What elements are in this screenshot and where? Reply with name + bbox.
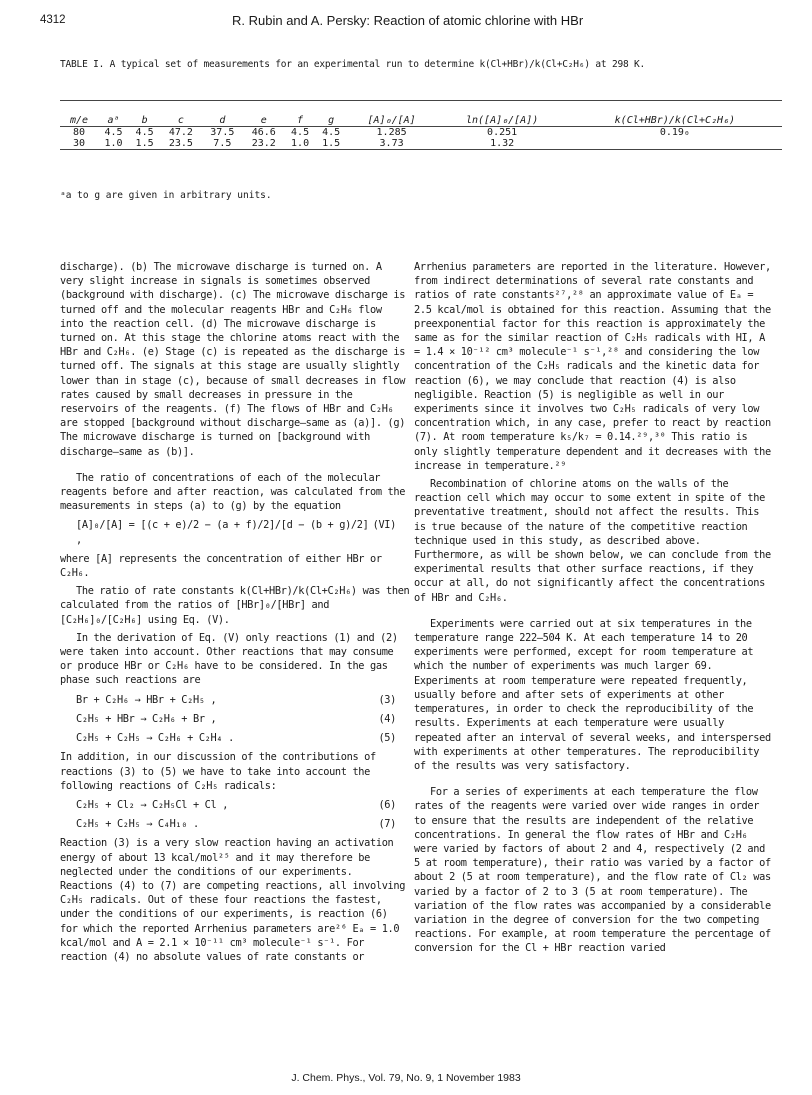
equation-text: C₂H₅ + Cl₂ → C₂H₅Cl + Cl , bbox=[76, 798, 229, 811]
measurement-table bbox=[60, 100, 782, 150]
paragraph: For a series of experiments at each temperature the flow rates of the reagents were varied over wide ranges in order to ensure that the results are independent of the relative concentrations. In general the flow rates of HBr and C₂H₆ were varied by factors of about 2 and 4, respectively (2 and 5 at room temperature), their ratio was varied by a factor of about 2 (5 at room temperature), and the flow rate of Cl₂ was varied by a factor of 2 to 3 (5 at room temperature). The variation of the flow rates was accompanied by a considerable variation in the degree of conversion for the two competing reactions. For example, at room temperature the percentage of conversion for the Cl + HBr reaction varied bbox=[414, 786, 771, 955]
equation-number: (7) bbox=[378, 818, 396, 831]
table-cell: 3.73 bbox=[347, 138, 437, 150]
left-column bbox=[60, 260, 410, 968]
table-cell: 1.285 bbox=[376, 127, 407, 138]
table-cell: 1.0 bbox=[285, 138, 316, 150]
table-cell: 0.251 bbox=[487, 127, 518, 138]
table-cell: 7.5 bbox=[202, 138, 243, 150]
table-cell: 4.5 bbox=[322, 127, 341, 138]
table-caption: TABLE I. A typical set of measurements for an experimental run to determine k(Cl+HBr)/k(Cl+C₂H₆) at 298 K. bbox=[60, 59, 646, 70]
table-cell: 0.19₀ bbox=[659, 127, 690, 138]
equation-5 bbox=[60, 731, 410, 745]
paragraph: where [A] represents the concentration of either HBr or C₂H₆. bbox=[60, 552, 382, 580]
paragraph: Arrhenius parameters are reported in the literature. However, from indirect determinations of several rate constants and ratios of rate constants²⁷,²⁸ an approximate value of Eₐ = 2.5 kcal/mol is obtained for this reaction. Assuming that the preexponential factor for this reaction is approximately the same as for the similar reaction of C₂H₅ radicals with HI, A = 1.4 × 10⁻¹² cm³ molecule⁻¹ s⁻¹,²⁸ and considering the low concentration of the C₂H₅ radicals and the kinetic data for reaction (6), we may conclude that reaction (4) is also negligible. Reaction (5) is negligible as well in our experiments since it involves two C₂H₅ radicals of very low concentration which, in any case, prefer to react by reaction (7). At room temperature k₅/k₇ = 0.14.²⁹,³⁰ This ratio is only slightly temperature dependent and it decreases with the increase in temperature.²⁹ bbox=[414, 261, 771, 472]
col-header: d bbox=[202, 105, 243, 127]
table-cell: 47.2 bbox=[168, 127, 193, 138]
equation-7 bbox=[60, 817, 410, 831]
page-number: 4312 bbox=[40, 14, 66, 26]
col-header: m/e bbox=[60, 105, 98, 127]
equation-text: [A]₀/[A] = [(c + e)/2 − (a + f)/2]/[d − (b + g)/2] , bbox=[76, 519, 369, 546]
table-header-row bbox=[60, 105, 782, 127]
table-cell bbox=[568, 138, 782, 150]
table-row bbox=[60, 138, 782, 150]
equation-text: C₂H₅ + C₂H₅ → C₂H₆ + C₂H₄ . bbox=[76, 732, 234, 745]
table-cell: 46.6 bbox=[251, 127, 276, 138]
equation-3 bbox=[60, 693, 410, 707]
equation-number: (VI) bbox=[372, 519, 396, 532]
paragraph: The ratio of concentrations of each of the molecular reagents before and after reaction, was calculated from the measurements in steps (a) to (g) by the equation bbox=[60, 471, 406, 513]
table-cell: 4.5 bbox=[291, 127, 310, 138]
table-cell: 1.5 bbox=[129, 138, 160, 150]
journal-footer: J. Chem. Phys., Vol. 79, No. 9, 1 November 1983 bbox=[291, 1072, 521, 1084]
table-cell: 1.0 bbox=[98, 138, 129, 150]
paragraph: discharge). (b) The microwave discharge is turned on. A very slight increase in signals is sometimes observed (background with discharge). (c) The microwave discharge is turned off and the molecular reagents HBr and C₂H₆ flow into the reaction cell. (d) The microwave discharge is turned on. At this stage the chlorine atoms react with the HBr and C₂H₆. (e) Stage (c) is repeated as the discharge is turned off. The signals at this stage are usually slightly lower than in stage (c), because of small decreases in flow rates caused by small decreases in pressure in the reservoirs of the reagents. (f) The flows of HBr and C₂H₆ are stopped [background without discharge—same as (a)]. (g) The microwave discharge is turned on [background with discharge—same as (b)]. bbox=[60, 261, 406, 458]
equation-4 bbox=[60, 712, 410, 726]
col-header: b bbox=[129, 105, 160, 127]
paragraph: The ratio of rate constants k(Cl+HBr)/k(Cl+C₂H₆) was then calculated from the ratios of [HBr]₀/[HBr] and [C₂H₆]₀/[C₂H₆] using Eq. (V). bbox=[60, 585, 410, 626]
table-cell: 37.5 bbox=[210, 127, 235, 138]
table-cell: 1.32 bbox=[436, 138, 567, 150]
right-column bbox=[414, 260, 772, 960]
equation-number: (6) bbox=[378, 798, 396, 811]
equation-text: Br + C₂H₆ → HBr + C₂H₅ , bbox=[76, 693, 217, 706]
paragraph: Recombination of chlorine atoms on the walls of the reaction cell which may occur to some extent in spite of the preventative treatment, should not affect the results. This is true because of the nature of the competitive reaction technique used in this study, as described above. Furthermore, as will be shown below, we can conclude from the experimental results that other surface reactions, if they occur at all, do not significantly affect the concentrations of HBr and C₂H₆. bbox=[414, 478, 771, 604]
table-row bbox=[60, 127, 782, 139]
col-header: [A]₀/[A] bbox=[347, 105, 437, 127]
table-cell: 1.5 bbox=[316, 138, 347, 150]
equation-6 bbox=[60, 798, 410, 812]
table-footnote: ᵃa to g are given in arbitrary units. bbox=[60, 190, 272, 201]
paragraph: Reaction (3) is a very slow reaction having an activation energy of about 13 kcal/mol²⁵ and it may therefore be neglected under the conditions of our experiments. Reactions (4) to (7) are competing reactions, all involving C₂H₅ radicals. Out of these four reactions the fastest, under the conditions of our experiments, is reaction (6) for which the reported Arrhenius parameters are²⁶ Eₐ = 1.0 kcal/mol and A = 2.1 × 10⁻¹¹ cm³ molecule⁻¹ s⁻¹. For reaction (4) no absolute values of rate constants or bbox=[60, 837, 406, 963]
equation-text: C₂H₅ + HBr → C₂H₆ + Br , bbox=[76, 712, 217, 725]
col-header: aᵃ bbox=[98, 105, 129, 127]
col-header: ln([A]₀/[A]) bbox=[436, 105, 567, 127]
equation-text: C₂H₅ + C₂H₅ → C₄H₁₀ . bbox=[76, 818, 199, 831]
table-cell: 4.5 bbox=[104, 127, 123, 138]
table-cell: 30 bbox=[60, 138, 98, 150]
table-cell: 80 bbox=[72, 127, 85, 138]
col-header: c bbox=[160, 105, 201, 127]
paragraph: In the derivation of Eq. (V) only reactions (1) and (2) were taken into account. Other reactions that may consume or produce HBr or C₂H₆ have to be considered. In the gas phase such reactions are bbox=[60, 631, 398, 687]
running-title: R. Rubin and A. Persky: Reaction of atomic chlorine with HBr bbox=[232, 13, 584, 28]
col-header: g bbox=[316, 105, 347, 127]
table-cell: 23.5 bbox=[160, 138, 201, 150]
paragraph: Experiments were carried out at six temperatures in the temperature range 222–504 K. At each temperature 14 to 20 experiments were performed, except for room temperature at which the number of experiments was much larger 69. Experiments at room temperature were repeated frequently, usually before and after sets of experiments at other temperatures, in order to check the reproducibility of the results. Experiments at each temperature were usually repeated after an interval of several weeks, and interspersed with experiments at other temperatures. The reproducibility of the results was very satisfactory. bbox=[414, 617, 771, 772]
col-header: e bbox=[243, 105, 284, 127]
table-cell: 4.5 bbox=[135, 127, 154, 138]
table-cell: 23.2 bbox=[243, 138, 284, 150]
equation-number: (4) bbox=[378, 712, 396, 725]
equation-number: (5) bbox=[378, 732, 396, 745]
paragraph: In addition, in our discussion of the contributions of reactions (3) to (5) we have to take into account the following reactions of C₂H₅ radicals: bbox=[60, 751, 376, 792]
col-header: f bbox=[285, 105, 316, 127]
equation-number: (3) bbox=[378, 693, 396, 706]
col-header: k(Cl+HBr)/k(Cl+C₂H₆) bbox=[568, 105, 782, 127]
equation-vi bbox=[60, 518, 410, 546]
